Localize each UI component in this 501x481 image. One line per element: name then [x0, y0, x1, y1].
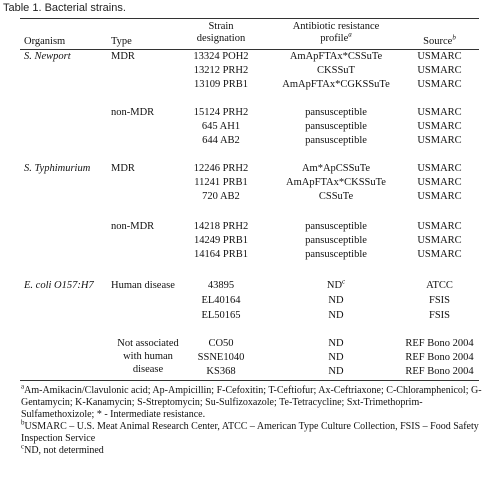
profile-cell: CSSuTe	[318, 191, 354, 202]
profile-cell: pansusceptible	[305, 135, 367, 146]
profile-cell: ND	[328, 338, 344, 349]
strain-cell: 720 AB2	[202, 191, 240, 202]
profile-cell: pansusceptible	[305, 107, 367, 118]
strain-cell: 14249 PRB1	[194, 235, 248, 246]
strain-cell: KS368	[206, 366, 236, 377]
strain-cell: 11241 PRB1	[194, 177, 248, 188]
source-cell: USMARC	[417, 65, 462, 76]
source-cell: REF Bono 2004	[405, 352, 474, 363]
profile-cell	[270, 277, 402, 292]
header-strain-line1: Strain	[208, 21, 234, 32]
footnote-a-text: Am-Amikacin/Clavulonic acid; Ap-Ampicillin; F-Cefoxitin; T-Ceftiofur; Ax-Ceftriaxone; C-Chloramphenicol; G-Gentamycin; K-Kanamycin; S-Streptomycin; Su-Sulfizoxazole; Te-Tetracycline; Sxt-Trimethoprim-Sulfamethoxizole; * - Intermediate resistance.	[21, 385, 482, 420]
strain-cell: EL40164	[201, 295, 241, 306]
strain-cell: CO50	[208, 338, 234, 349]
profile-cell: pansusceptible	[305, 249, 367, 260]
profile-cell: CKSSuT	[317, 65, 355, 76]
source-cell: USMARC	[417, 235, 462, 246]
profile-cell: pansusceptible	[305, 221, 367, 232]
footnote-c-marker: c	[21, 442, 25, 451]
source-cell: USMARC	[417, 191, 462, 202]
header-antibiotic-profile-text: profile	[320, 33, 349, 44]
source-cell: REF Bono 2004	[405, 338, 474, 349]
source-cell: USMARC	[417, 51, 462, 62]
source-cell: USMARC	[417, 177, 462, 188]
source-cell: USMARC	[417, 163, 462, 174]
strain-cell: 43895	[207, 280, 235, 291]
source-cell: USMARC	[417, 249, 462, 260]
header-antibiotic-line2	[270, 30, 402, 44]
strain-cell: 644 AB2	[202, 135, 240, 146]
footnote-a	[21, 382, 483, 421]
type-label: non-MDR	[111, 107, 155, 118]
bottom-rule	[20, 380, 479, 381]
header-rule	[20, 49, 479, 50]
table-footnotes	[21, 382, 483, 457]
footnote-a-marker: a	[21, 382, 25, 391]
type-label: Human disease	[111, 280, 175, 291]
profile-cell: ND	[328, 366, 344, 377]
header-strain-line2: designation	[196, 33, 246, 44]
source-cell: REF Bono 2004	[405, 366, 474, 377]
strain-cell: SSNE1040	[197, 352, 245, 363]
profile-cell: ND	[328, 295, 344, 306]
header-source-sup: b	[452, 33, 456, 42]
footnote-b-marker: b	[21, 418, 25, 427]
profile-cell: ND	[328, 352, 344, 363]
organism-label: S. Newport	[24, 51, 71, 62]
source-cell: USMARC	[417, 135, 462, 146]
footnote-c-text: ND, not determined	[24, 445, 104, 456]
profile-cell: pansusceptible	[305, 235, 367, 246]
header-source-text: Source	[423, 36, 453, 47]
profile-text: ND	[326, 280, 343, 291]
header-source	[400, 33, 479, 48]
strain-cell: 13324 POH2	[193, 51, 249, 62]
organism-label: S. Typhimurium	[24, 163, 91, 174]
source-cell: FSIS	[428, 295, 450, 306]
source-cell: USMARC	[417, 107, 462, 118]
footnote-b-text: USMARC – U.S. Meat Animal Research Center, ATCC – American Type Culture Collection, FSIS – Food Safety Inspection Service	[21, 421, 479, 444]
header-antibiotic-line1: Antibiotic resistance	[292, 21, 380, 32]
source-cell: USMARC	[417, 79, 462, 90]
source-cell: ATCC	[426, 280, 453, 291]
profile-cell: Am*ApCSSuTe	[301, 163, 371, 174]
header-antibiotic-sup: a	[348, 30, 352, 39]
strain-cell: 14164 PRB1	[194, 249, 248, 260]
strain-cell: 13109 PRB1	[194, 79, 248, 90]
type-label-line: with human	[123, 351, 173, 362]
strain-cell: 13212 PRH2	[193, 65, 249, 76]
type-label-line: Not associated	[117, 338, 179, 349]
profile-cell: AmApFTAx*CKSSuTe	[286, 177, 386, 188]
header-type: Type	[111, 36, 132, 47]
top-rule	[20, 18, 479, 19]
strain-cell: EL50165	[201, 310, 241, 321]
table-caption: Table 1. Bacterial strains.	[3, 2, 126, 14]
strain-cell: 14218 PRH2	[193, 221, 249, 232]
header-organism: Organism	[24, 36, 66, 47]
strain-cell: 645 AH1	[201, 121, 241, 132]
footnote-b	[21, 418, 483, 445]
footnote-c	[21, 442, 483, 457]
profile-cell: pansusceptible	[305, 121, 367, 132]
organism-label: E. coli O157:H7	[24, 280, 94, 291]
strain-cell: 15124 PRH2	[193, 107, 249, 118]
profile-cell: AmApFTAx*CGKSSuTe	[282, 79, 390, 90]
source-cell: USMARC	[417, 121, 462, 132]
type-label-line: disease	[132, 364, 164, 375]
type-label: non-MDR	[111, 221, 155, 232]
source-cell: FSIS	[428, 310, 450, 321]
strain-cell: 12246 PRH2	[193, 163, 249, 174]
source-cell: USMARC	[417, 221, 462, 232]
profile-sup: c	[342, 277, 346, 286]
type-label: MDR	[111, 51, 135, 62]
profile-cell: AmApFTAx*CSSuTe	[289, 51, 383, 62]
profile-cell: ND	[328, 310, 344, 321]
type-label: MDR	[111, 163, 135, 174]
